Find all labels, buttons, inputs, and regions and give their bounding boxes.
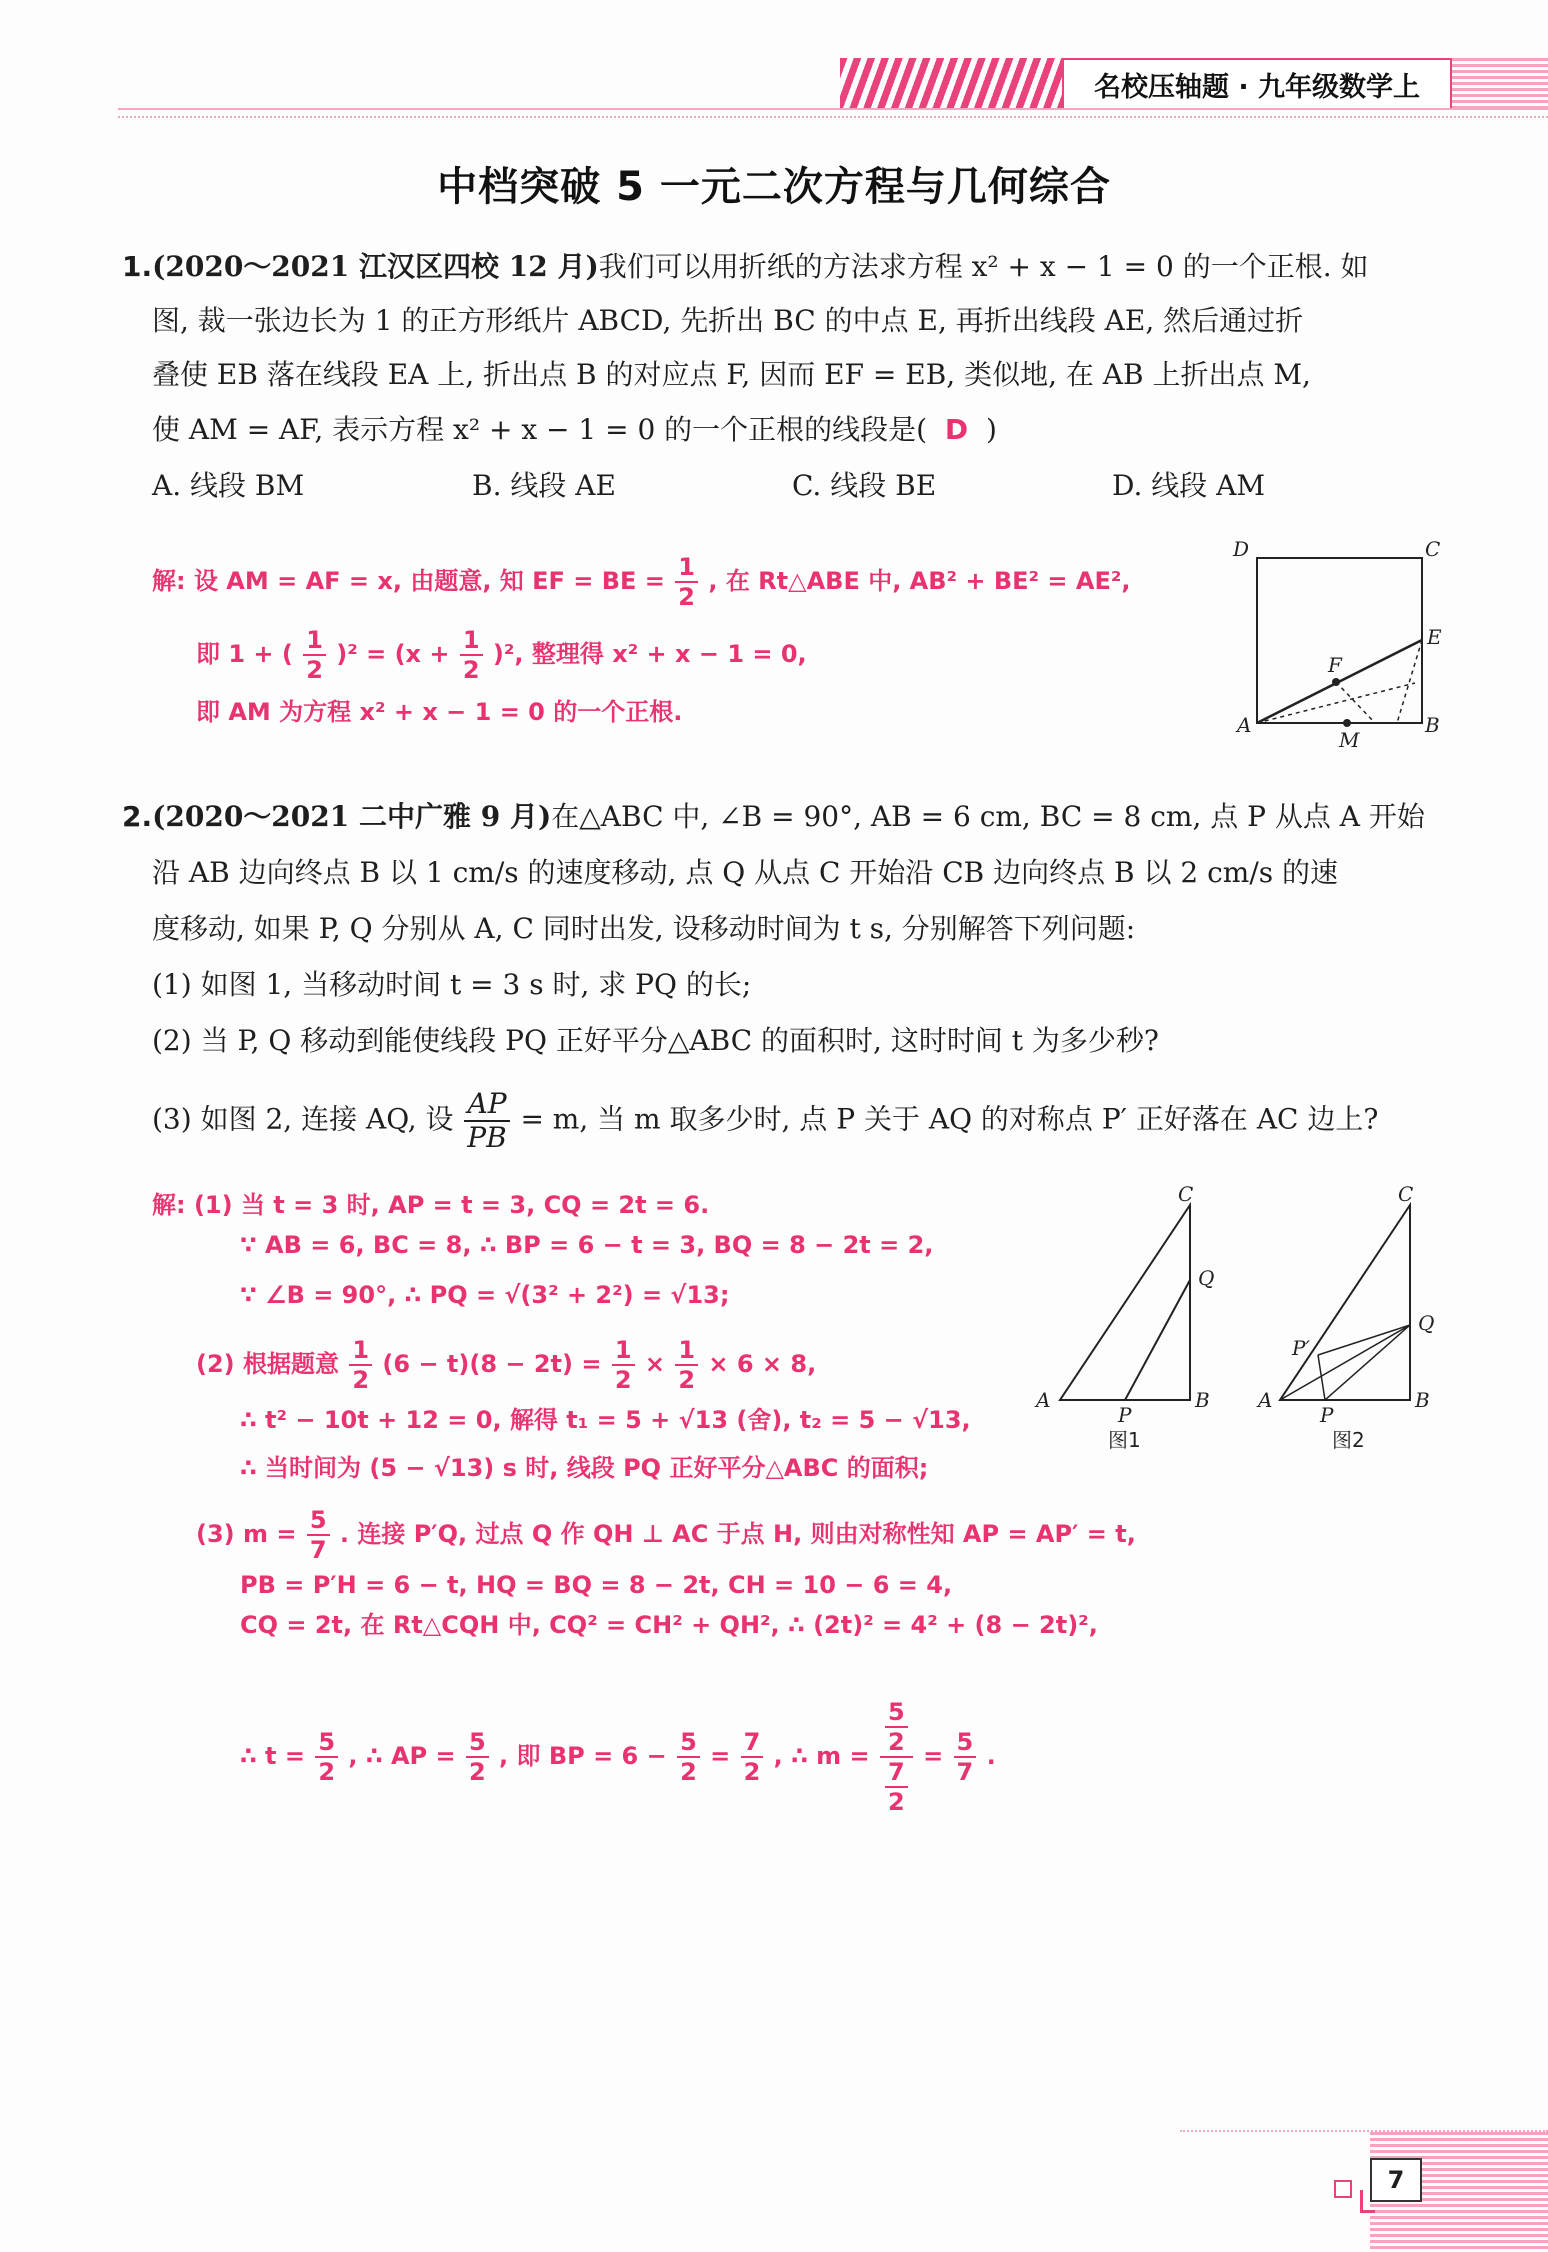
fraction-five-halves — [466, 1730, 489, 1784]
q2-sol-c4d: = — [710, 1742, 731, 1770]
q1-sol-text-2c: )², 整理得 x² + x − 1 = 0, — [492, 640, 807, 668]
q2-sol-a2: ∵ AB = 6, BC = 8, ∴ BP = 6 − t = 3, BQ = 8 − 2t = 2, — [240, 1231, 934, 1259]
q2-figure-2 — [1250, 1185, 1450, 1455]
frac-num: 5 — [885, 1700, 908, 1728]
frac-num: 1 — [612, 1338, 635, 1366]
frac-den: 2 — [462, 656, 480, 684]
q2-part3-text-b: = m, 当 m 取多少时, 点 P 关于 AQ 的对称点 P′ 正好落在 AC 边上? — [520, 1102, 1379, 1136]
label-q: Q — [1198, 1266, 1215, 1290]
frac-num: 1 — [303, 628, 326, 656]
frac-den: 2 — [352, 1366, 370, 1394]
fold-line-fm — [1336, 682, 1375, 723]
frac-num: 5 — [315, 1730, 338, 1758]
fraction-five-sevenths — [954, 1730, 977, 1784]
segment-pq — [1325, 1325, 1410, 1400]
label-f: F — [1328, 653, 1342, 677]
fraction-five-sevenths — [307, 1508, 330, 1562]
q2-sol-c3: CQ = 2t, 在 Rt△CQH 中, CQ² = CH² + QH², ∴ (2t)² = 4² + (8 − 2t)², — [240, 1611, 1098, 1639]
q2-sol-b1d: × 6 × 8, — [708, 1350, 817, 1378]
triangle-abc — [1060, 1205, 1190, 1400]
q2-part3 — [152, 1087, 1379, 1154]
q1-option-c: C. 线段 BE — [792, 469, 937, 502]
frac-den: 7 — [956, 1758, 974, 1786]
q2-sol-b1a: (2) 根据题意 — [196, 1350, 339, 1378]
segment-pq — [1125, 1280, 1190, 1400]
fraction-one-half — [675, 555, 698, 609]
fraction-one-half — [460, 628, 483, 682]
fraction-one-half — [349, 1338, 372, 1392]
frac-den: 2 — [678, 1366, 696, 1394]
q1-solution-line2 — [196, 628, 807, 682]
q2-sol-c2: PB = P′H = 6 − t, HQ = BQ = 8 − 2t, CH = 10 − 6 = 4, — [240, 1571, 953, 1599]
page-number: 7 — [1370, 2158, 1422, 2202]
frac-num: 1 — [675, 555, 698, 583]
q1-solution-line1 — [152, 555, 1131, 609]
figure-2-caption: 图2 — [1332, 1428, 1365, 1452]
q1-text-1: 我们可以用折纸的方法求方程 x² + x − 1 = 0 的一个正根. 如 — [598, 250, 1369, 283]
q1-number: 1. — [122, 250, 153, 283]
frac-den — [880, 1758, 913, 1814]
label-b: B — [1425, 713, 1440, 737]
q1-text-4: 使 AM = AF, 表示方程 x² + x − 1 = 0 的一个正根的线段是( — [152, 413, 928, 446]
q2-sol-c4b: , ∴ AP = — [348, 1742, 456, 1770]
q1-close-paren: ) — [985, 413, 997, 446]
q1-line4 — [152, 413, 997, 447]
q2-sol-c4e: , ∴ m = — [773, 1742, 870, 1770]
q2-line3: 度移动, 如果 P, Q 分别从 A, C 同时出发, 设移动时间为 t s, 分别解答下列问题: — [152, 912, 1136, 945]
q2-sol-b2: ∴ t² − 10t + 12 = 0, 解得 t₁ = 5 + √13 (舍), t₂ = 5 − √13, — [240, 1406, 971, 1434]
q2-sol-a3: ∵ ∠B = 90°, ∴ PQ = √(3² + 2²) = √13; — [240, 1281, 730, 1309]
label-p: P — [1320, 1403, 1334, 1427]
frac-den: 2 — [306, 656, 323, 684]
header-stripes — [840, 58, 1068, 110]
q2-part2: (2) 当 P, Q 移动到能使线段 PQ 正好平分△ABC 的面积时, 这时时间 t 为多少秒? — [152, 1024, 1159, 1057]
frac-num — [880, 1700, 913, 1758]
q2-sol-c4c: , 即 BP = 6 − — [499, 1742, 667, 1770]
q2-sol-b1 — [196, 1338, 816, 1392]
frac-den: 7 — [309, 1536, 327, 1564]
label-c: C — [1398, 1185, 1414, 1206]
q2-sol-b3: ∴ 当时间为 (5 − √13) s 时, 线段 PQ 正好平分△ABC 的面积; — [240, 1454, 929, 1482]
fraction-five-halves — [315, 1730, 338, 1784]
q1-option-b: B. 线段 AE — [472, 469, 616, 502]
q1-sol-text-1b: , 在 Rt△ABE 中, AB² + BE² = AE², — [708, 567, 1131, 595]
q2-line2: 沿 AB 边向终点 B 以 1 cm/s 的速度移动, 点 Q 从点 C 开始沿 CB 边向终点 B 以 2 cm/s 的速 — [152, 856, 1339, 889]
label-a: A — [1237, 713, 1252, 737]
fraction-one-half — [303, 628, 326, 682]
label-p-prime: P′ — [1292, 1336, 1310, 1360]
fraction-ap-pb — [464, 1087, 509, 1154]
q2-part3-text-a: (3) 如图 2, 连接 AQ, 设 — [152, 1102, 454, 1136]
fraction-five-halves — [677, 1730, 700, 1784]
q1-square-figure — [1225, 540, 1450, 750]
segment-p-prime-q — [1318, 1325, 1410, 1355]
compound-fraction — [880, 1700, 913, 1814]
label-p: P — [1118, 1403, 1132, 1427]
point-m — [1343, 719, 1351, 727]
frac-num: 7 — [885, 1760, 908, 1788]
fold-line — [1257, 683, 1415, 723]
fold-line-eb — [1397, 640, 1422, 723]
frac-den: 2 — [318, 1758, 336, 1786]
triangle-abc — [1280, 1205, 1410, 1400]
label-d: D — [1233, 540, 1250, 561]
square-abcd — [1257, 558, 1422, 723]
frac-den: 2 — [468, 1758, 486, 1786]
point-f — [1332, 678, 1340, 686]
q2-text-1: 在△ABC 中, ∠B = 90°, AB = 6 cm, BC = 8 cm, 点 P 从点 A 开始 — [551, 800, 1425, 833]
frac-den: PB — [467, 1121, 507, 1154]
frac-num: AP — [464, 1090, 509, 1122]
q2-figure-1 — [1030, 1185, 1230, 1455]
q2-sol-b1c: × — [644, 1350, 665, 1378]
q1-sol-text-1a: 解: 设 AM = AF = x, 由题意, 知 EF = BE = — [152, 567, 665, 595]
label-q: Q — [1418, 1311, 1435, 1335]
frac-num: 5 — [677, 1730, 700, 1758]
header-tail — [1452, 58, 1548, 110]
footer-square-icon — [1334, 2180, 1352, 2198]
header-dotted-rule — [118, 116, 1548, 118]
frac-den: 2 — [888, 1788, 905, 1816]
fraction-one-half — [612, 1338, 635, 1392]
q2-sol-c4a: ∴ t = — [240, 1742, 305, 1770]
q2-sol-c4f: = — [923, 1742, 944, 1770]
q1-source: (2020～2021 江汉区四校 12 月) — [152, 250, 599, 283]
q2-part1: (1) 如图 1, 当移动时间 t = 3 s 时, 求 PQ 的长; — [152, 968, 752, 1001]
frac-num: 1 — [349, 1338, 372, 1366]
q1-solution-line3: 即 AM 为方程 x² + x − 1 = 0 的一个正根. — [196, 698, 683, 726]
frac-num: 5 — [307, 1508, 330, 1536]
q1-sol-text-2b: )² = (x + — [336, 640, 450, 668]
q2-sol-c1b: . 连接 P′Q, 过点 Q 作 QH ⊥ AC 于点 H, 则由对称性知 AP = AP′ = t, — [339, 1520, 1136, 1548]
header-rule — [118, 108, 1548, 110]
q2-number: 2. — [122, 800, 153, 833]
q1-option-d: D. 线段 AM — [1112, 469, 1266, 502]
q1-line3: 叠使 EB 落在线段 EA 上, 折出点 B 的对应点 F, 因而 EF = EB, 类似地, 在 AB 上折出点 M, — [152, 358, 1311, 391]
frac-den: 2 — [678, 583, 695, 611]
q2-sol-c4g: . — [986, 1742, 996, 1770]
q2-line1 — [122, 800, 1425, 834]
series-title: 名校压轴题 · 九年级数学上 — [1062, 58, 1452, 110]
fraction-five-halves — [885, 1700, 908, 1754]
q2-source: (2020～2021 二中广雅 9 月) — [152, 800, 552, 833]
frac-num: 1 — [675, 1338, 698, 1366]
q1-sol-text-2a: 即 1 + ( — [196, 640, 293, 668]
frac-num: 5 — [954, 1730, 977, 1758]
q1-line1 — [122, 250, 1369, 284]
q1-option-a: A. 线段 BM — [152, 469, 305, 502]
figure-1-caption: 图1 — [1108, 1428, 1141, 1452]
page-title: 中档突破 5 一元二次方程与几何综合 — [437, 164, 1111, 210]
label-m: M — [1339, 728, 1360, 750]
q2-sol-c1a: (3) m = — [196, 1520, 297, 1548]
q2-sol-a1: 解: (1) 当 t = 3 时, AP = t = 3, CQ = 2t = 6. — [152, 1191, 710, 1219]
frac-den: 2 — [614, 1366, 632, 1394]
q2-sol-c4 — [240, 1700, 996, 1814]
fraction-seven-halves — [885, 1760, 908, 1814]
q1-answer: D — [944, 413, 969, 446]
frac-den: 2 — [888, 1728, 905, 1756]
label-a: A — [1258, 1388, 1273, 1412]
frac-num: 7 — [741, 1730, 764, 1758]
frac-num: 1 — [460, 628, 483, 656]
label-a: A — [1036, 1388, 1051, 1412]
label-b: B — [1415, 1388, 1430, 1412]
q2-sol-c1 — [196, 1508, 1136, 1562]
fraction-seven-halves — [741, 1730, 764, 1784]
label-c: C — [1178, 1185, 1194, 1206]
label-e: E — [1427, 625, 1442, 649]
frac-den: 2 — [680, 1758, 697, 1786]
label-c: C — [1425, 540, 1441, 561]
label-b: B — [1195, 1388, 1210, 1412]
fraction-one-half — [675, 1338, 698, 1392]
q1-line2: 图, 裁一张边长为 1 的正方形纸片 ABCD, 先折出 BC 的中点 E, 再折出线段 AE, 然后通过折 — [152, 304, 1304, 337]
frac-den: 2 — [743, 1758, 761, 1786]
q2-sol-b1b: (6 − t)(8 − 2t) = — [382, 1350, 602, 1378]
frac-num: 5 — [466, 1730, 489, 1758]
